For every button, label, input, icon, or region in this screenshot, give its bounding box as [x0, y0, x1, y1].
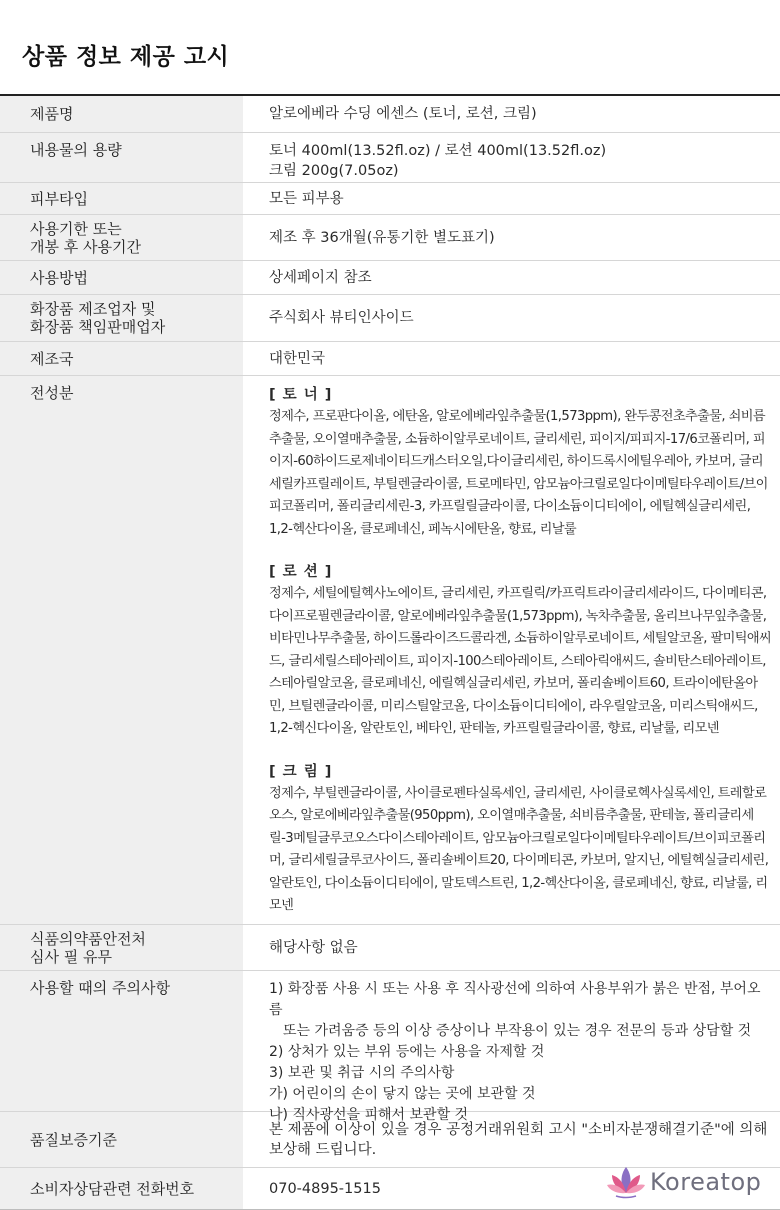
lotion-ingredients: 정제수, 세틸에틸헥사노에이트, 글리세린, 카프릴릭/카프릭트라이글리세라이드, 다이메티콘, 다이프로필렌글라이콜, 알로에베라잎추출물(1,573ppm), 녹차추출물, 올리브나무잎추출물, 비타민나무추출물, 하이드롤라이즈드콜라겐, 소듐하이알루로네이트, 세틸알코올, 팔미틱애씨드, 글리세릴스테아레이트, 피이지-100스테아레이트, 스테아릭애씨드, 솔비탄스테아레이트, 스테아릴알코올, 클로페네신, 에릴헥실글리세린, 카보머, 폴리솔베이트60, 트라이에탄올아민, 브틸렌글라이콜, 미리스틸알코올, 다이소듐이디티에이, 라우릴알코올, 미리스틱애씨드, 1,2-헥신다이올, 알란토인, 베타인, 판테놀, 카프릴릴글라이콜, 향료, 리날룰, 리모넨 — [269, 586, 772, 736]
row-value: 주식회사 뷰티인사이드 — [269, 310, 414, 326]
row-label: 사용할 때의 주의사항 — [0, 971, 243, 1111]
lotus-icon — [606, 1165, 646, 1199]
row-skin-type — [0, 183, 780, 215]
ingredients-value — [243, 376, 780, 924]
row-expiry — [0, 215, 780, 261]
lotion-title: [ 로 션 ] — [269, 564, 333, 580]
row-value — [243, 1112, 780, 1167]
row-quality — [0, 1112, 780, 1168]
row-value: 대한민국 — [269, 350, 326, 367]
row-caution — [0, 971, 780, 1123]
row-value: 제조 후 36개월(유통기한 별도표기) — [269, 229, 495, 246]
row-volume — [0, 133, 780, 183]
row-value — [243, 133, 780, 182]
toner-title: [ 토 너 ] — [269, 387, 333, 403]
cream-ingredients: 정제수, 부틸렌글라이콜, 사이클로펜타실록세인, 글리세린, 사이클로헥사실록세인, 트레할로오스, 알로에베라잎추출물(950ppm), 오이열매추출물, 쇠비름추출물, 판테놀, 폴리글리세릴-3메틸글루코오스다이스테아레이트, 암모늄아크릴로일다이메틸타우레이트/브이피코폴리머, 글리세릴글루코사이드, 폴리솔베이트20, 다이메티콘, 카보머, 알지닌, 에틸헥실글리세린, 알란토인, 다이소듐이디티에이, 말토덱스트린, 1,2-헥산다이올, 클로페네신, 향료, 리날룰, 리모넨 — [269, 785, 769, 913]
row-value: 해당사항 없음 — [269, 939, 358, 956]
row-label: 피부타입 — [0, 183, 243, 214]
toner-ingredients: 정제수, 프로판다이올, 에탄올, 알로에베라잎추출물(1,573ppm), 완두콩전초추출물, 쇠비름추출물, 오이열매추출물, 소듐하이알루로네이트, 글리세린, 피이지/피피지-17/6코폴리머, 피이지-60하이드로제네이티드캐스터오일,다이글리세린, 하이드록시에틸우레아, 카보머, 글리세릴카프릴레이트, 부틸렌글라이콜, 트로메타민, 암모늄아크릴로일다이메틸타우레이트/브이피코폴리머, 폴리글리세린-3, 카프릴릴글라이콜, 다이소듐이디티에이, 에틸헥실글리세린, 1,2-헥산다이올, 클로페네신, 페녹시에탄올, 향료, 리날룰 — [269, 409, 768, 537]
caution-line: 3) 보관 및 취급 시의 주의사항 — [269, 1065, 455, 1081]
row-value: 모든 피부용 — [269, 190, 344, 207]
row-label: 사용방법 — [0, 261, 243, 294]
caution-line: 나) 직사광선을 피해서 보관할 것 — [269, 1107, 469, 1123]
row-label: 품질보증기준 — [0, 1112, 243, 1167]
row-usage — [0, 261, 780, 295]
volume-line: 토너 400ml(13.52fl.oz) / 로션 400ml(13.52fl.oz) — [269, 143, 607, 159]
volume-line: 크림 200g(7.05oz) — [269, 163, 399, 179]
row-label: 제품명 — [0, 96, 243, 132]
row-label: 소비자상담관련 전화번호 — [0, 1168, 243, 1209]
row-label: 사용기한 또는 개봉 후 사용기간 — [0, 215, 243, 260]
row-label: 화장품 제조업자 및 화장품 책임판매업자 — [0, 295, 243, 341]
row-country — [0, 342, 780, 376]
caution-line: 2) 상처가 있는 부위 등에는 사용을 자제할 것 — [269, 1044, 545, 1060]
row-value: 알로에베라 수딩 에센스 (토너, 로션, 크림) — [269, 106, 537, 122]
caution-line: 1) 화장품 사용 시 또는 사용 후 직사광선에 의하여 사용부위가 붉은 반점, 부어오름 — [269, 981, 761, 1018]
row-value: 070-4895-1515 — [269, 1180, 381, 1197]
row-label: 전성분 — [0, 376, 243, 924]
row-label: 제조국 — [0, 342, 243, 375]
row-review — [0, 925, 780, 971]
logo-text: Koreatop — [650, 1168, 762, 1196]
quality-line: 보상해 드립니다. — [269, 1141, 377, 1158]
cream-title: [ 크 림 ] — [269, 763, 333, 780]
quality-line: 본 제품에 이상이 있을 경우 공정거래위원회 고시 "소비자분쟁해결기준"에 의해 — [269, 1121, 768, 1138]
row-ingredients — [0, 376, 780, 925]
row-value: 상세페이지 참조 — [269, 269, 372, 286]
caution-line: 가) 어린이의 손이 닿지 않는 곳에 보관할 것 — [269, 1086, 536, 1102]
page-title: 상품 정보 제공 고시 — [22, 44, 230, 70]
koreatop-logo — [606, 1162, 778, 1202]
row-label: 내용물의 용량 — [0, 133, 243, 182]
row-label: 식품의약품안전처 심사 필 유무 — [0, 925, 243, 970]
row-product-name — [0, 96, 780, 133]
caution-value — [243, 971, 780, 1123]
row-manufacturer — [0, 295, 780, 342]
product-info-table — [0, 94, 780, 1210]
caution-line: 또는 가려움증 등의 이상 증상이나 부작용이 있는 경우 전문의 등과 상담할 것 — [283, 1023, 752, 1039]
